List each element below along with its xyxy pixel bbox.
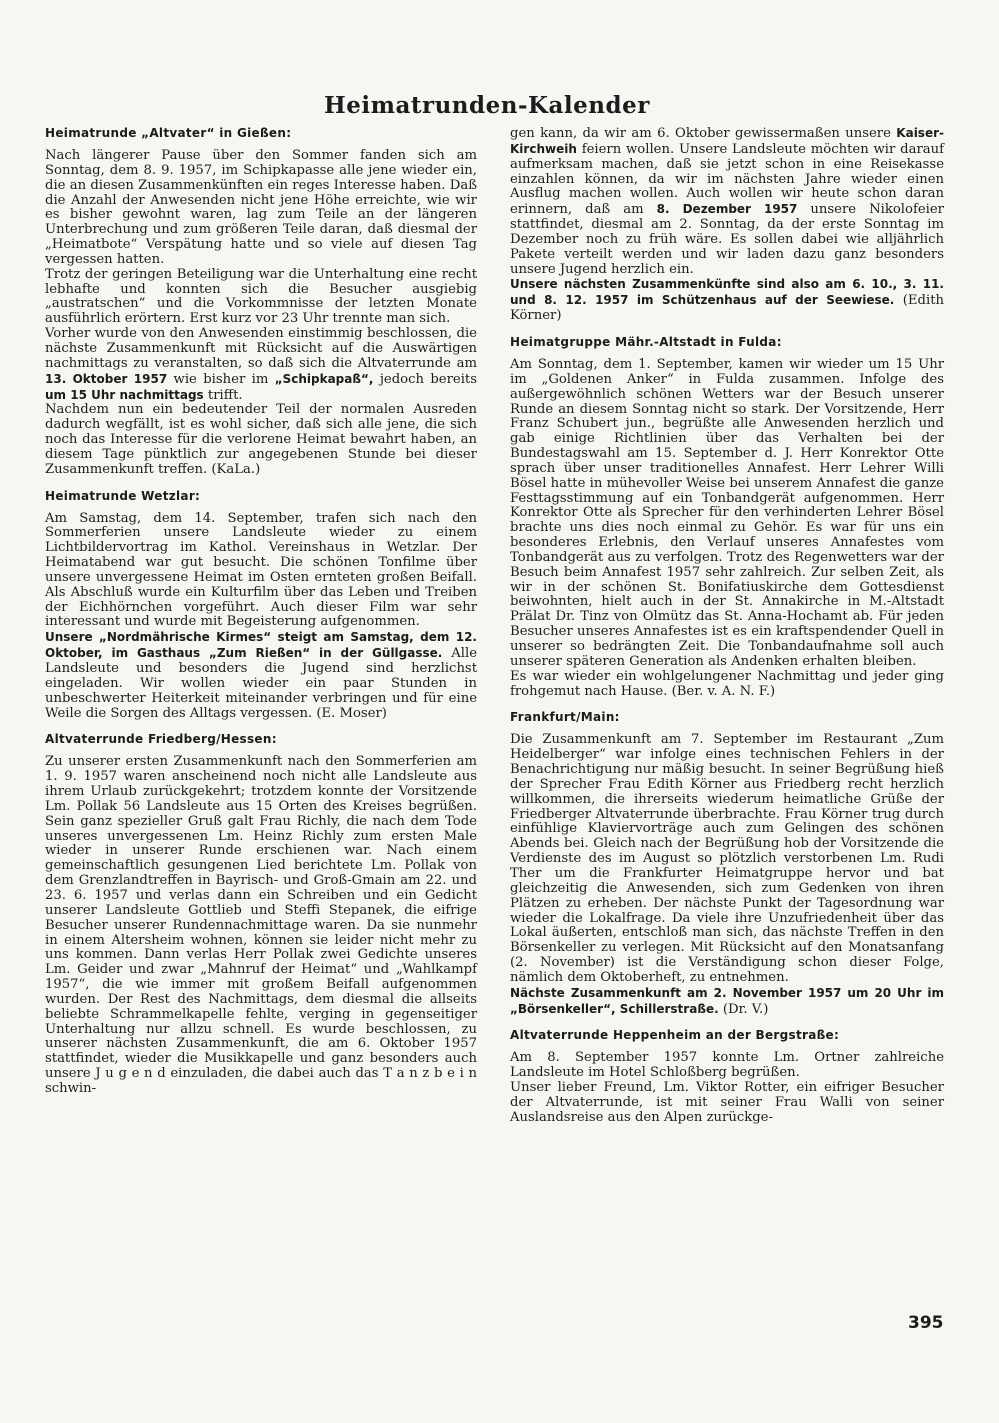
fulda-paragraph-1: Am Sonntag, dem 1. September, kamen wir wieder um 15 Uhr im „Goldenen Anker“ in Fulda zusammen. Infolge des außergewöhnlich schönen Wetters war der Besuch unserer Runde an diesem Sonntag nicht so stark. Der Vorsitzende, Herr Franz Schubert jun., begrüßte alle Anwesenden herzlich und gab einige Richtlinien über das Verhalten bei der Bundestagswahl am 15. September d. J. Herr Konrektor Otte sprach über unser traditionelles Annafest. Herr Lehrer Willi Bösel hatte in mühevoller Weise bei unserem Annafest die ganze Festtagsstimmung auf ein Tonbandgerät aufgenommen. Herr Konrektor Otte als Sprecher für den verhinderten Lehrer Bösel brachte uns dies noch einmal zu Gehör. Es war für uns ein besonderes Erlebnis, den Verlauf unseres Annafestes vom Tonbandgerät aus zu verfolgen. Trotz des Regenwetters war der Besuch beim Annafest 1957 sehr zahlreich. Zur selben Zeit, als wir in der schönen St. Bonifatiuskirche dem Gottesdienst beiwohnten, hielt auch in der St. Annakirche in M.-Altstadt Prälat Dr. Tinz von Olmütz das St. Anna-Hochamt ab. Für jeden Besucher unseres Annafestes ist es ein kraftspendender Quell in unserer so bedrängten Zeit. Die Tonbandaufnahme soll auch unserer späteren Generation als Andenken erhalten bleiben. xyxy=(510,356,944,669)
section-heading-fulda: Heimatgruppe Mähr.-Altstadt in Fulda: xyxy=(510,334,782,349)
venue-highlight: „Schipkapaß“, xyxy=(274,371,374,386)
time-highlight: um 15 Uhr nachmittags xyxy=(45,387,204,402)
frankfurt-paragraph-1: Die Zusammenkunft am 7. September im Restaurant „Zum Heidelberger“ war infolge eines technischen Fehlers in der Benachrichtigung nur mäßig besucht. In seiner Begrüßung hieß der Sprecher Frau Edith Körner aus Friedberg recht herzlich willkommen, die ihrerseits wiederum heimatliche Grüße der Friedberger Altvaterrunde überbrachte. Frau Körner trug durch einfühlige Klaviervorträge auch zum Gelingen des schönen Abends bei. Gleich nach der Begrüßung hob der Vorsitzende die Verdienste des im August so plötzlich verstorbenen Lm. Rudi Ther um die Frankfurter Heimatgruppe hervor und bat gleichzeitig die Anwesenden, sich zum Gedenken von ihren Plätzen zu erheben. Der nächste Punkt der Tagesordnung war wieder die Lokalfrage. Da viele ihre Unzufriedenheit über das Lokal äußerten, entschloß man sich, das nächste Treffen in den Börsenkeller zu verlegen. Mit Rücksicht auf den Monatsanfang (2. November) ist die Verständigung schon dieser Folge, nämlich dem Oktoberheft, zu entnehmen. xyxy=(510,732,944,985)
page-number: 395 xyxy=(908,1313,944,1333)
heppenheim-paragraph-2: Unser lieber Freund, Lm. Viktor Rotter, ein eifriger Besucher der Altvaterrunde, ist mit seiner Frau Walli von seiner Auslandsreise aus den Alpen zurückge- xyxy=(510,1080,944,1125)
section-heading-wetzlar: Heimatrunde Wetzlar: xyxy=(45,488,201,503)
section-heading-heppenheim: Altvaterrunde Heppenheim an der Bergstraße: xyxy=(510,1028,840,1043)
friedberg-paragraph-1: Zu unserer ersten Zusammenkunft nach den Sommerferien am 1. 9. 1957 waren anscheinend noch nicht alle Landsleute aus ihrem Urlaub zurückgekehrt; trotzdem konnte der Vorsitzende Lm. Pollak 56 Landsleute aus 15 Orten des Kreises begrüßen. Sein ganz spezieller Gruß galt Frau Richly, die nach dem Tode unseres unvergessenen Lm. Heinz Richly zum ersten Male wieder in unserer Runde erschienen war. Nach einem gemeinschaftlich gesungenen Lied berichtete Lm. Pollak von dem Grenzlandtreffen in Bayrisch- und Groß-Gmain am 22. und 23. 6. 1957 und verlas dann ein Schreiben und ein Gedicht unserer Landsleute Gottlieb und Steffi Stepanek, die eifrige Besucher unserer Rundennachmittage waren. Da sie nunmehr in einem Altersheim wohnen, können sie leider nicht mehr zu uns kommen. Dann verlas Herr Pollak zwei Gedichte unseres Lm. Geider und zwar „Mahnruf der Heimat“ und „Wahlkampf 1957“, die wie immer mit großem Beifall aufgenommen wurden. Der Rest des Nachmittags, dem diesmal die allseits beliebte Schrammelkapelle fehlte, verging in gegenseitiger Unterhaltung nur allzu schnell. Es wurde beschlossen, zu unserer nächsten Zusammenkunft, die am 6. Oktober 1957 stattfindet, wieder die Musikkapelle und ganz besonders auch unsere J u g e n d einzuladen, die dabei auch das T a n z b e i n schwin- xyxy=(45,754,477,1096)
giessen-paragraph-2: Trotz der geringen Beteiligung war die Unterhaltung eine recht lebhafte und konnten sich die Besucher ausgiebig „austratschen“ und die Vorkommnisse der letzten Monate ausführlich erörtern. Erst kurz vor 23 Uhr trennte man sich. xyxy=(45,266,477,327)
frankfurt-next-meeting: Nächste Zusammenkunft am 2. November 1957 um 20 Uhr im „Börsenkeller“, Schillerstraße. xyxy=(510,985,944,1016)
giessen-paragraph-4: Nachdem nun ein bedeutender Teil der normalen Ausreden dadurch wegfällt, ist es wohl sicher, daß sich alle jene, die sich noch das Interesse für die verlorene Heimat bewahrt haben, an diesem Tage pünktlich zur angegebenen Stunde bei dieser Zusammenkunft treffen. (KaLa.) xyxy=(45,402,477,477)
left-column xyxy=(45,126,477,1097)
kirchweih-highlight: Kaiser-Kirchweih xyxy=(510,126,944,156)
fulda-paragraph-2: Es war wieder ein wohlgelungener Nachmittag und jeder ging frohgemut nach Hause. (Ber. v. A. N. F.) xyxy=(510,668,944,699)
wetzlar-paragraph-2: Unsere „Nordmährische Kirmes“ steigt am Samstag, dem 12. Oktober, im Gasthaus „Zum Rießen“ in der Güllgasse. Alle Landsleute und besonders die Jugend sind herzlichst eingeladen. Wir wollen wieder ein paar Stunden in unbeschwerter Heiterkeit miteinander verbringen und für eine Weile die Sorgen des Alltags vergessen. (E. Moser) xyxy=(45,630,477,721)
friedberg-continued-paragraph: gen kann, da wir am 6. Oktober gewissermaßen unsere Kaiser-Kirchweih feiern wollen. Unsere Landsleute möchten wir darauf aufmerksam machen, daß sie jetzt schon in eine Reisekasse einzahlen können, da wir im nächsten Jahre wieder einen Ausflug machen wollen. Auch wollen wir heute schon daran erinnern, daß am 8. Dezember 1957 unsere Nikolofeier stattfindet, diesmal am 2. Sonntag, da der erste Sonntag im Dezember noch zu früh wäre. Es sollen dabei wie alljährlich Pakete verteilt werden und wir laden dazu ganz besonders unsere Jugend herzlich ein. xyxy=(510,126,944,277)
giessen-paragraph-1: Nach längerer Pause über den Sommer fanden sich am Sonntag, dem 8. 9. 1957, im Schipkapasse alle jene wieder ein, die an diesen Zusammenkünften ein reges Interesse haben. Daß die Anzahl der Anwesenden nicht jene Höhe erreichte, wie wir es bisher gewohnt waren, lag zum Teile an der längeren Unterbrechung und zum größeren Teile daran, daß diesmal der „Heimatbote“ Verspätung hatte und so viele auf diesen Tag vergessen hatten. xyxy=(45,148,477,267)
friedberg-dates-paragraph: Unsere nächsten Zusammenkünfte sind also am 6. 10., 3. 11. und 8. 12. 1957 im Schützenhaus auf der Seewiese. (Edith Körner) xyxy=(510,277,944,324)
page-title: Heimatrunden-Kalender xyxy=(324,92,650,119)
date-highlight: 13. Oktober 1957 xyxy=(45,371,168,386)
giessen-paragraph-3: Vorher wurde von den Anwesenden einstimmig beschlossen, die nächste Zusammenkunft mit Rücksicht auf die Auswärtigen nachmittags zu veranstalten, so daß sich die Altvaterrunde am 13. Oktober 1957 wie bisher im „Schipkapaß“, jedoch bereits um 15 Uhr nachmittags trifft. xyxy=(45,326,477,403)
next-meetings-announcement: Unsere nächsten Zusammenkünfte sind also am 6. 10., 3. 11. und 8. 12. 1957 im Schützenhaus auf der Seewiese. xyxy=(510,277,944,308)
section-heading-friedberg: Altvaterrunde Friedberg/Hessen: xyxy=(45,732,277,747)
section-heading-frankfurt: Frankfurt/Main: xyxy=(510,710,620,725)
kirmes-announcement: Unsere „Nordmährische Kirmes“ steigt am Samstag, dem 12. Oktober, im Gasthaus „Zum Rießen“ in der Güllgasse. xyxy=(45,630,477,661)
december-date-highlight: 8. Dezember 1957 xyxy=(656,202,798,217)
frankfurt-paragraph-2: Nächste Zusammenkunft am 2. November 1957 um 20 Uhr im „Börsenkeller“, Schillerstraße. (Dr. V.) xyxy=(510,985,944,1017)
heppenheim-paragraph-1: Am 8. September 1957 konnte Lm. Ortner zahlreiche Landsleute im Hotel Schloßberg begrüßen. xyxy=(510,1050,944,1081)
section-heading-giessen: Heimatrunde „Altvater“ in Gießen: xyxy=(45,126,292,140)
right-column xyxy=(510,126,944,1126)
wetzlar-paragraph-1: Am Samstag, dem 14. September, trafen sich nach den Sommerferien unsere Landsleute wieder zu einem Lichtbildervortrag im Kathol. Vereinshaus in Wetzlar. Der Heimatabend war gut besucht. Die schönen Tonfilme über unsere unvergessene Heimat im Osten ernteten großen Beifall. Als Abschluß wurde ein Kulturfilm über das Leben und Treiben der Eichhörnchen vorgeführt. Auch dieser Film war sehr interessant und wurde mit Begeisterung aufgenommen. xyxy=(45,510,477,630)
